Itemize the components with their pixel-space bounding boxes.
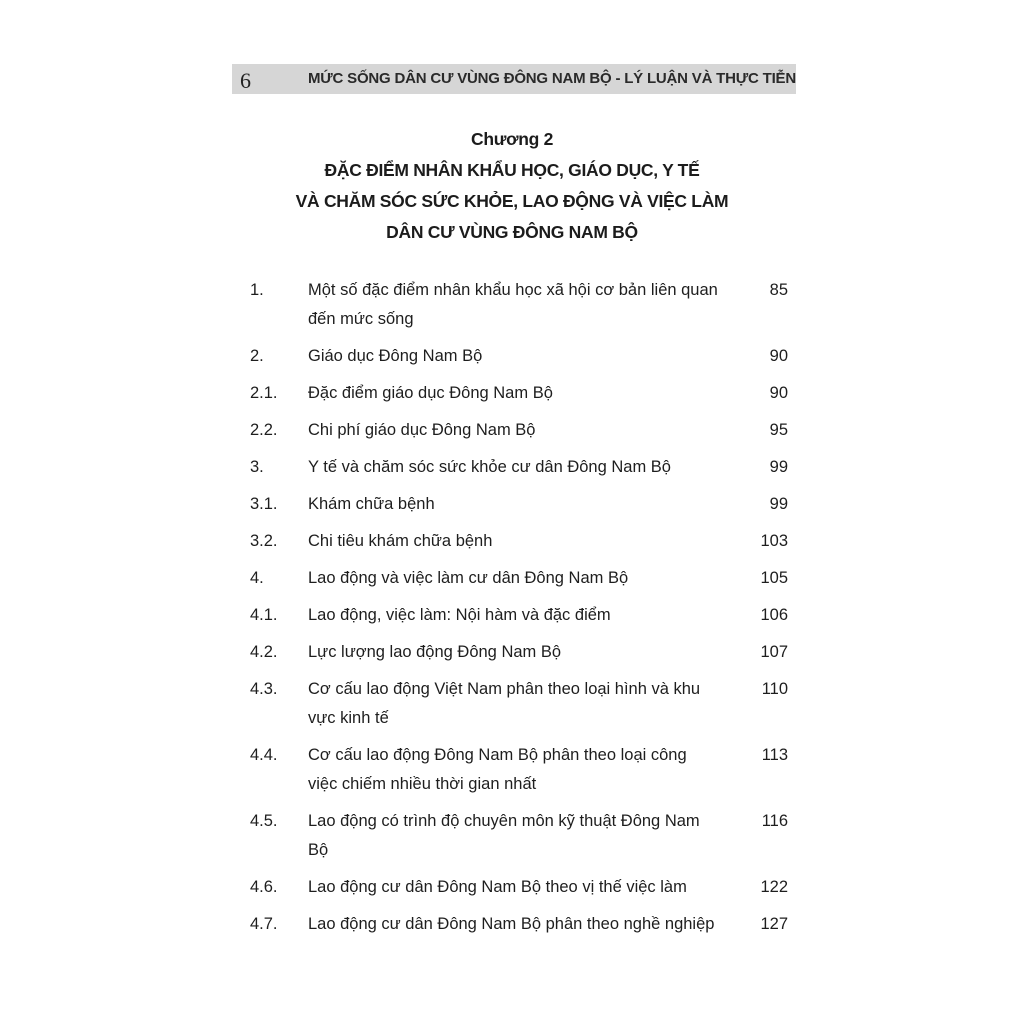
toc-entry-number: 4.5. bbox=[250, 812, 278, 830]
toc-entry-page: 127 bbox=[760, 915, 788, 933]
toc-entry-number: 4.6. bbox=[250, 878, 278, 896]
toc-entry-title: Một số đặc điểm nhân khẩu học xã hội cơ bản liên quan đến mức sống bbox=[308, 281, 718, 328]
toc-entry-number: 2.2. bbox=[250, 421, 278, 439]
toc-entry-title: Lao động cư dân Đông Nam Bộ phân theo nghề nghiệp bbox=[308, 915, 715, 933]
toc-entry bbox=[250, 601, 790, 630]
toc-entry-title: Chi phí giáo dục Đông Nam Bộ bbox=[308, 421, 536, 439]
chapter-label: Chương 2 bbox=[470, 129, 553, 149]
toc-entry-page: 113 bbox=[761, 746, 788, 764]
toc-entry bbox=[250, 276, 790, 334]
toc-entry-title: Lao động có trình độ chuyên môn kỹ thuật Đông Nam Bộ bbox=[308, 812, 700, 859]
toc-entry-title: Lao động và việc làm cư dân Đông Nam Bộ bbox=[308, 569, 629, 587]
toc-entry-title: Lao động, việc làm: Nội hàm và đặc điểm bbox=[308, 606, 611, 624]
toc-entry-title: Lao động cư dân Đông Nam Bộ theo vị thế việc làm bbox=[308, 878, 687, 896]
page-number: 6 bbox=[240, 68, 251, 93]
chapter-title-line: DÂN CƯ VÙNG ĐÔNG NAM BỘ bbox=[386, 222, 638, 242]
toc-entry-number: 4.1. bbox=[250, 606, 278, 624]
toc-entry-page: 95 bbox=[769, 421, 788, 439]
toc-entry-number: 2. bbox=[250, 347, 264, 365]
toc-entry-page: 90 bbox=[769, 347, 788, 365]
toc-entry-page: 99 bbox=[769, 458, 788, 476]
running-title: MỨC SỐNG DÂN CƯ VÙNG ĐÔNG NAM BỘ - LÝ LUẬN VÀ THỰC TIỄN bbox=[308, 70, 796, 87]
toc-entry-page: 106 bbox=[760, 606, 788, 624]
toc-entry-page: 110 bbox=[761, 680, 788, 698]
toc-entry bbox=[250, 675, 790, 733]
toc-entry bbox=[250, 379, 790, 408]
toc-entry-title: Đặc điểm giáo dục Đông Nam Bộ bbox=[308, 384, 553, 402]
toc-entry bbox=[250, 910, 790, 939]
toc-entry-number: 1. bbox=[250, 281, 264, 299]
toc-entry-title: Khám chữa bệnh bbox=[308, 495, 435, 513]
table-of-contents bbox=[250, 276, 790, 939]
toc-entry-page: 107 bbox=[760, 643, 788, 661]
toc-entry-page: 105 bbox=[760, 569, 788, 587]
toc-entry-number: 4.4. bbox=[250, 746, 278, 764]
toc-entry-title: Y tế và chăm sóc sức khỏe cư dân Đông Nam Bộ bbox=[308, 458, 671, 476]
toc-entry-page: 116 bbox=[761, 812, 788, 830]
toc-entry-title: Giáo dục Đông Nam Bộ bbox=[308, 347, 483, 365]
toc-entry-title: Cơ cấu lao động Đông Nam Bộ phân theo loại công việc chiếm nhiều thời gian nhất bbox=[308, 746, 687, 793]
toc-entry-page: 90 bbox=[769, 384, 788, 402]
toc-entry-page: 122 bbox=[760, 878, 788, 896]
toc-entry-number: 4. bbox=[250, 569, 264, 587]
toc-entry-page: 99 bbox=[769, 495, 788, 513]
toc-entry-title: Cơ cấu lao động Việt Nam phân theo loại hình và khu vực kinh tế bbox=[308, 680, 701, 727]
toc-entry-title: Lực lượng lao động Đông Nam Bộ bbox=[308, 643, 562, 661]
toc-entry bbox=[250, 453, 790, 482]
toc-entry bbox=[250, 527, 790, 556]
toc-entry bbox=[250, 490, 790, 519]
toc-entry-number: 3.2. bbox=[250, 532, 278, 550]
toc-entry-title: Chi tiêu khám chữa bệnh bbox=[308, 532, 493, 550]
chapter-heading bbox=[232, 124, 792, 248]
toc-entry-number: 4.3. bbox=[250, 680, 278, 698]
toc-entry bbox=[250, 564, 790, 593]
toc-entry-number: 4.7. bbox=[250, 915, 278, 933]
toc-entry-number: 4.2. bbox=[250, 643, 278, 661]
chapter-title-line: VÀ CHĂM SÓC SỨC KHỎE, LAO ĐỘNG VÀ VIỆC LÀM bbox=[295, 191, 729, 211]
toc-entry bbox=[250, 342, 790, 371]
toc-entry-page: 103 bbox=[760, 532, 788, 550]
toc-entry bbox=[250, 873, 790, 902]
toc-entry-number: 3.1. bbox=[250, 495, 278, 513]
toc-entry bbox=[250, 416, 790, 445]
toc-entry bbox=[250, 807, 790, 865]
chapter-title-line: ĐẶC ĐIỂM NHÂN KHẨU HỌC, GIÁO DỤC, Y TẾ bbox=[324, 160, 700, 180]
toc-entry-page: 85 bbox=[769, 281, 788, 299]
toc-entry bbox=[250, 638, 790, 667]
toc-entry-number: 3. bbox=[250, 458, 264, 476]
toc-entry-number: 2.1. bbox=[250, 384, 278, 402]
toc-entry bbox=[250, 741, 790, 799]
